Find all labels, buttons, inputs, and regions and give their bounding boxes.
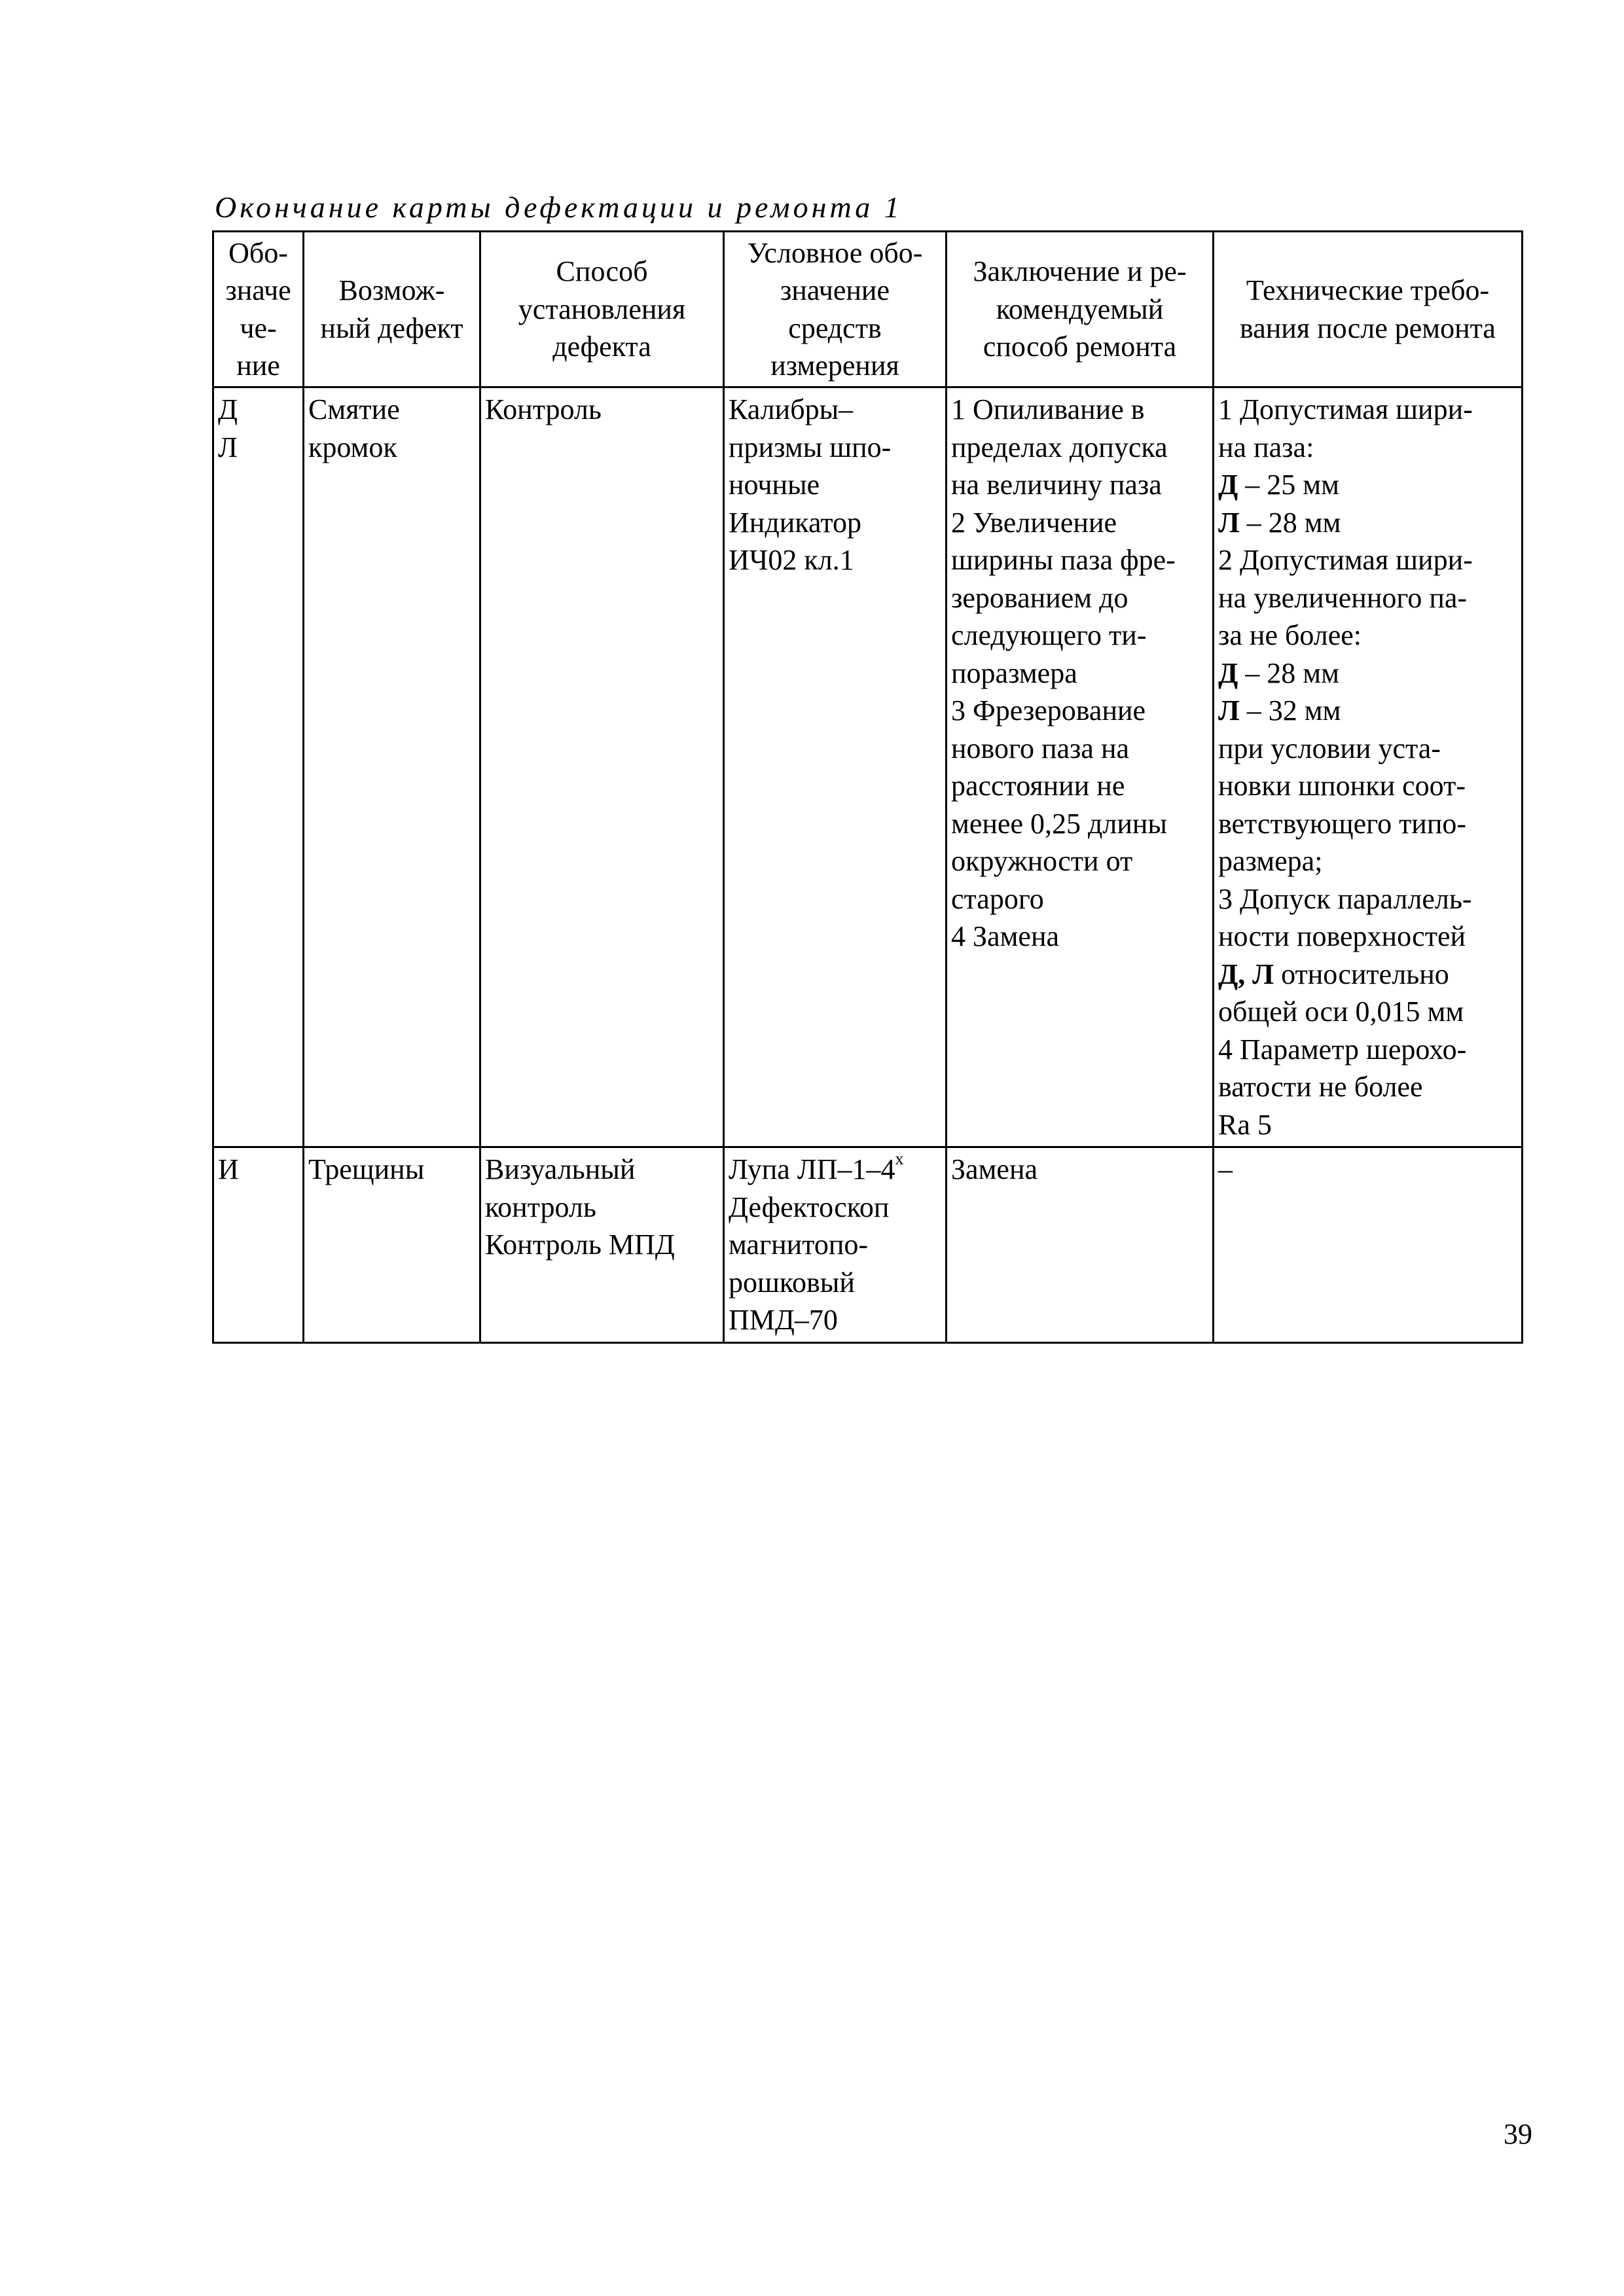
header-requirements: Технические требо- вания после ремонта xyxy=(1214,232,1523,387)
header-instruments: Условное обо- значение средств измерения xyxy=(724,232,947,387)
header-row xyxy=(213,232,1523,387)
header-defect: Возмож- ный дефект xyxy=(304,232,480,387)
table-row xyxy=(213,387,1523,1147)
table-caption: Окончание карты дефектации и ремонта 1 xyxy=(215,190,903,224)
defect-repair-table xyxy=(212,230,1523,1344)
cell-repair: 1 Опиливание в пределах допуска на величину паза 2 Увеличение ширины паза фре- зерованием до следующего ти- поразмера 3 Фрезерование нового паза на расстоянии не менее 0,25 длины окружности от старого 4 Замена xyxy=(947,387,1214,1147)
cell-defect: Смятие кромок xyxy=(304,387,480,1147)
cell-instruments: Калибры– призмы шпо- ночные Индикатор ИЧ02 кл.1 xyxy=(724,387,947,1147)
cell-requirements: 1 Допустимая шири- на паза: Д – 25 мм Л – 28 мм 2 Допустимая шири- на увеличенного па- за не более: Д – 28 мм Л – 32 мм при условии уста- новки шпонки соот- ветствующего типо- размера; 3 Допуск параллель- ности поверхностей Д, Л относительно общей оси 0,015 мм 4 Параметр шерохо- ватости не более Ra 5 xyxy=(1214,387,1523,1147)
cell-requirements: – xyxy=(1214,1147,1523,1343)
cell-designation: Д Л xyxy=(213,387,304,1147)
cell-method: Визуальный контроль Контроль МПД xyxy=(480,1147,724,1343)
header-designation: Обо- значе че- ние xyxy=(213,232,304,387)
cell-defect: Трещины xyxy=(304,1147,480,1343)
cell-designation: И xyxy=(213,1147,304,1343)
cell-method: Контроль xyxy=(480,387,724,1147)
header-repair: Заключение и ре- комендуемый способ ремонта xyxy=(947,232,1214,387)
cell-repair: Замена xyxy=(947,1147,1214,1343)
cell-instruments: Лупа $ЛП-1-4^х$ Дефектоскоп магнитопо- рошковый ПМД–70 xyxy=(724,1147,947,1343)
table-row xyxy=(213,1147,1523,1343)
page-number: 39 xyxy=(1504,2118,1532,2150)
header-method: Способ установления дефекта xyxy=(480,232,724,387)
